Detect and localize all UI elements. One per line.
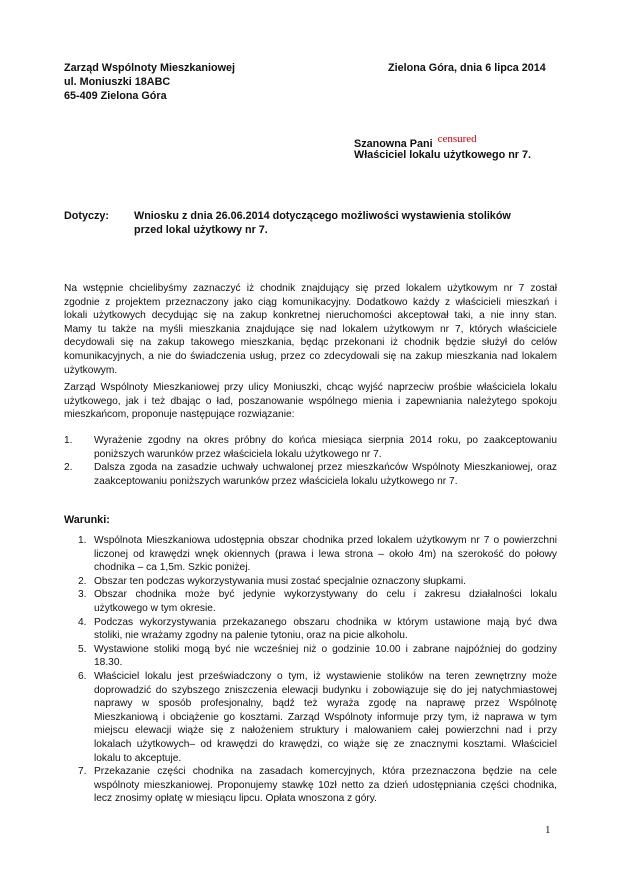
paragraph-line: Na wstępnie chcielibyśmy zaznaczyć iż chodnik znajdujący się przed lokalem użytkowym nr 7 został bbox=[64, 283, 557, 294]
subject-line-2: przed lokal użytkowy nr 7. bbox=[134, 224, 268, 236]
condition-item bbox=[78, 643, 557, 670]
condition-number: 2. bbox=[78, 575, 87, 587]
condition-line: Przekazanie części chodnika na zasadach komercyjnych, która przeznaczona będzie na cele bbox=[94, 766, 557, 778]
condition-line: naprawy w sposób profesjonalny, bądź też wyraża zgodę na naprawę przez Wspólnotę bbox=[94, 698, 557, 710]
condition-item bbox=[78, 765, 557, 806]
proposal-number: 1. bbox=[64, 435, 73, 446]
subject-label: Dotyczy: bbox=[64, 210, 109, 222]
condition-line: chodnika – ca 1,5m. Szkic poniżej. bbox=[94, 562, 251, 574]
condition-number: 6. bbox=[78, 670, 87, 682]
place-date: Zielona Góra, dnia 6 lipca 2014 bbox=[388, 62, 546, 74]
condition-line: Wspólnota Mieszkaniowa udostępnia obszar chodnika przed lokalem użytkowym nr 7 o powierzchni bbox=[94, 535, 557, 546]
condition-line: Właściciel lokalu jest przeświadczony o tym, iż wystawienie stolików na teren zewnętrzny może bbox=[94, 670, 557, 682]
subject-text bbox=[134, 209, 511, 237]
proposal-intro-paragraph bbox=[64, 381, 557, 422]
proposal-number: 2. bbox=[64, 462, 73, 474]
proposal-line: Wyrażenie zgodny na okres próbny do końca miesiąca sierpnia 2014 roku, po zaakceptowaniu bbox=[94, 435, 557, 446]
page-number: 1 bbox=[545, 824, 551, 836]
conditions-list bbox=[78, 534, 557, 806]
condition-item bbox=[78, 616, 557, 643]
proposal-line: poniższych warunków przez właściciela lokalu użytkowego nr 7. bbox=[94, 448, 382, 460]
condition-number: 1. bbox=[78, 535, 87, 546]
condition-item bbox=[78, 588, 557, 615]
paragraph-line: lokali użytkowych decydując się na zakup konkretnej nieruchomości akceptował taki, a nie inny stan. bbox=[64, 310, 557, 322]
proposal-line: Dalsza zgoda na zasadzie uchwały uchwalonej przez mieszkańców Wspólnoty Mieszkaniowej, oraz bbox=[94, 462, 557, 474]
sender-name: Zarząd Wspólnoty Mieszkaniowej bbox=[64, 62, 235, 74]
condition-item bbox=[78, 534, 557, 575]
proposal-line: zaakceptowaniu poniższych warunków przez właściciela lokalu użytkowego nr 7. bbox=[94, 475, 458, 487]
redaction-mark: censured bbox=[437, 133, 477, 145]
condition-line: liczonej od krawędzi wnęk okiennych (prawa i lewa strona – około 4m) na szerokość do połowy bbox=[94, 548, 557, 560]
paragraph-line: użytkowym. bbox=[64, 364, 118, 376]
proposal-item bbox=[64, 434, 557, 461]
condition-line: Podczas wykorzystywania przekazanego obszaru chodnika w którym ustawione mają być dwa bbox=[94, 616, 557, 628]
condition-line: miejscu elewacji wiąże się z nałożeniem struktury i malowaniem całej powierzchni nad i przy bbox=[94, 725, 557, 737]
recipient-block bbox=[354, 133, 531, 162]
condition-line: lokalach użytkowych– od krawędzi do krawędzi, co wiąże się ze znacznymi kosztami. Właściciel bbox=[94, 738, 557, 750]
condition-line: lecz znosimy opłatę w miesiącu lipcu. Opłata wnoszona z góry. bbox=[94, 793, 377, 805]
paragraph-line: zgodnie z projektem przeznaczony jako ciąg komunikacyjny. Dodatkowo każdy z właścicieli mieszkań i bbox=[64, 296, 557, 308]
condition-line: doprowadzić do szybszego zniszczenia elewacji budynku i zobowiązuje się do jej natychmiastowej bbox=[94, 684, 557, 696]
recipient-role: Właściciel lokalu użytkowego nr 7. bbox=[354, 149, 531, 161]
condition-line: Mieszkaniową i obciążenie go kosztami. Zarząd Wspólnoty informuje przy tym, iż naprawa w tym bbox=[94, 711, 557, 723]
condition-line: Obszar ten podczas wykorzystywania musi zostać specjalnie oznaczony słupkami. bbox=[94, 575, 467, 587]
recipient-salutation: Szanowna Pani bbox=[354, 138, 433, 150]
proposals-list bbox=[64, 434, 557, 488]
condition-line: lokalu to akceptuje. bbox=[94, 752, 182, 764]
condition-line: wspólnoty mieszkaniowej. Proponujemy stawkę 10zł netto za dzień udostępniania części chodnika, bbox=[94, 779, 557, 791]
paragraph-line: Mamy tu także na myśli mieszkania znajdujące się nad lokalem użytkowym nr 7, których właściciele bbox=[64, 323, 557, 335]
subject-line-1: Wniosku z dnia 26.06.2014 dotyczącego możliwości wystawienia stolików bbox=[134, 210, 511, 222]
proposal-item bbox=[64, 461, 557, 488]
condition-line: użytkowego w tym okresie. bbox=[94, 602, 216, 614]
condition-line: Wystawione stoliki mogą być nie wcześniej niż o godzinie 10.00 i zabrane najpóźniej do godziny bbox=[94, 643, 557, 655]
sender-block bbox=[64, 61, 235, 103]
paragraph-line: decydowali się na zakup takowego mieszkania, będąc przekonani iż chodnik będzie służył do celów bbox=[64, 337, 557, 349]
intro-paragraph bbox=[64, 282, 557, 377]
condition-number: 4. bbox=[78, 616, 87, 628]
condition-number: 5. bbox=[78, 643, 87, 655]
paragraph-line: mieszkańcom, proponuje następujące rozwiązanie: bbox=[64, 409, 295, 421]
condition-line: 18.30. bbox=[94, 657, 123, 669]
paragraph-line: komunikacyjnych, a nie do świadczenia usług, przez co zdecydowali się na zakup mieszkania nad lokalem bbox=[64, 350, 557, 362]
condition-item bbox=[78, 575, 557, 589]
condition-line: stoliki, nie wrażamy zgodny na palenie tytoniu, oraz na picie alkoholu. bbox=[94, 630, 408, 642]
paragraph-line: Zarząd Wspólnoty Mieszkaniowej przy ulicy Moniuszki, chcąc wyjść naprzeciw prośbie właściciela lokalu bbox=[64, 382, 557, 393]
condition-number: 7. bbox=[78, 766, 87, 778]
condition-number: 3. bbox=[78, 589, 87, 601]
sender-street: ul. Moniuszki 18ABC bbox=[64, 76, 171, 88]
paragraph-line: użytkowego, jak i też dbając o ład, poszanowanie wspólnego mienia i zapewniania należytego spokoju bbox=[64, 395, 557, 407]
condition-line: Obszar chodnika może być jedynie wykorzystywany do celu i zakresu działalności lokalu bbox=[94, 589, 557, 601]
sender-city: 65-409 Zielona Góra bbox=[64, 90, 167, 102]
conditions-heading: Warunki: bbox=[64, 514, 110, 526]
condition-item bbox=[78, 670, 557, 765]
